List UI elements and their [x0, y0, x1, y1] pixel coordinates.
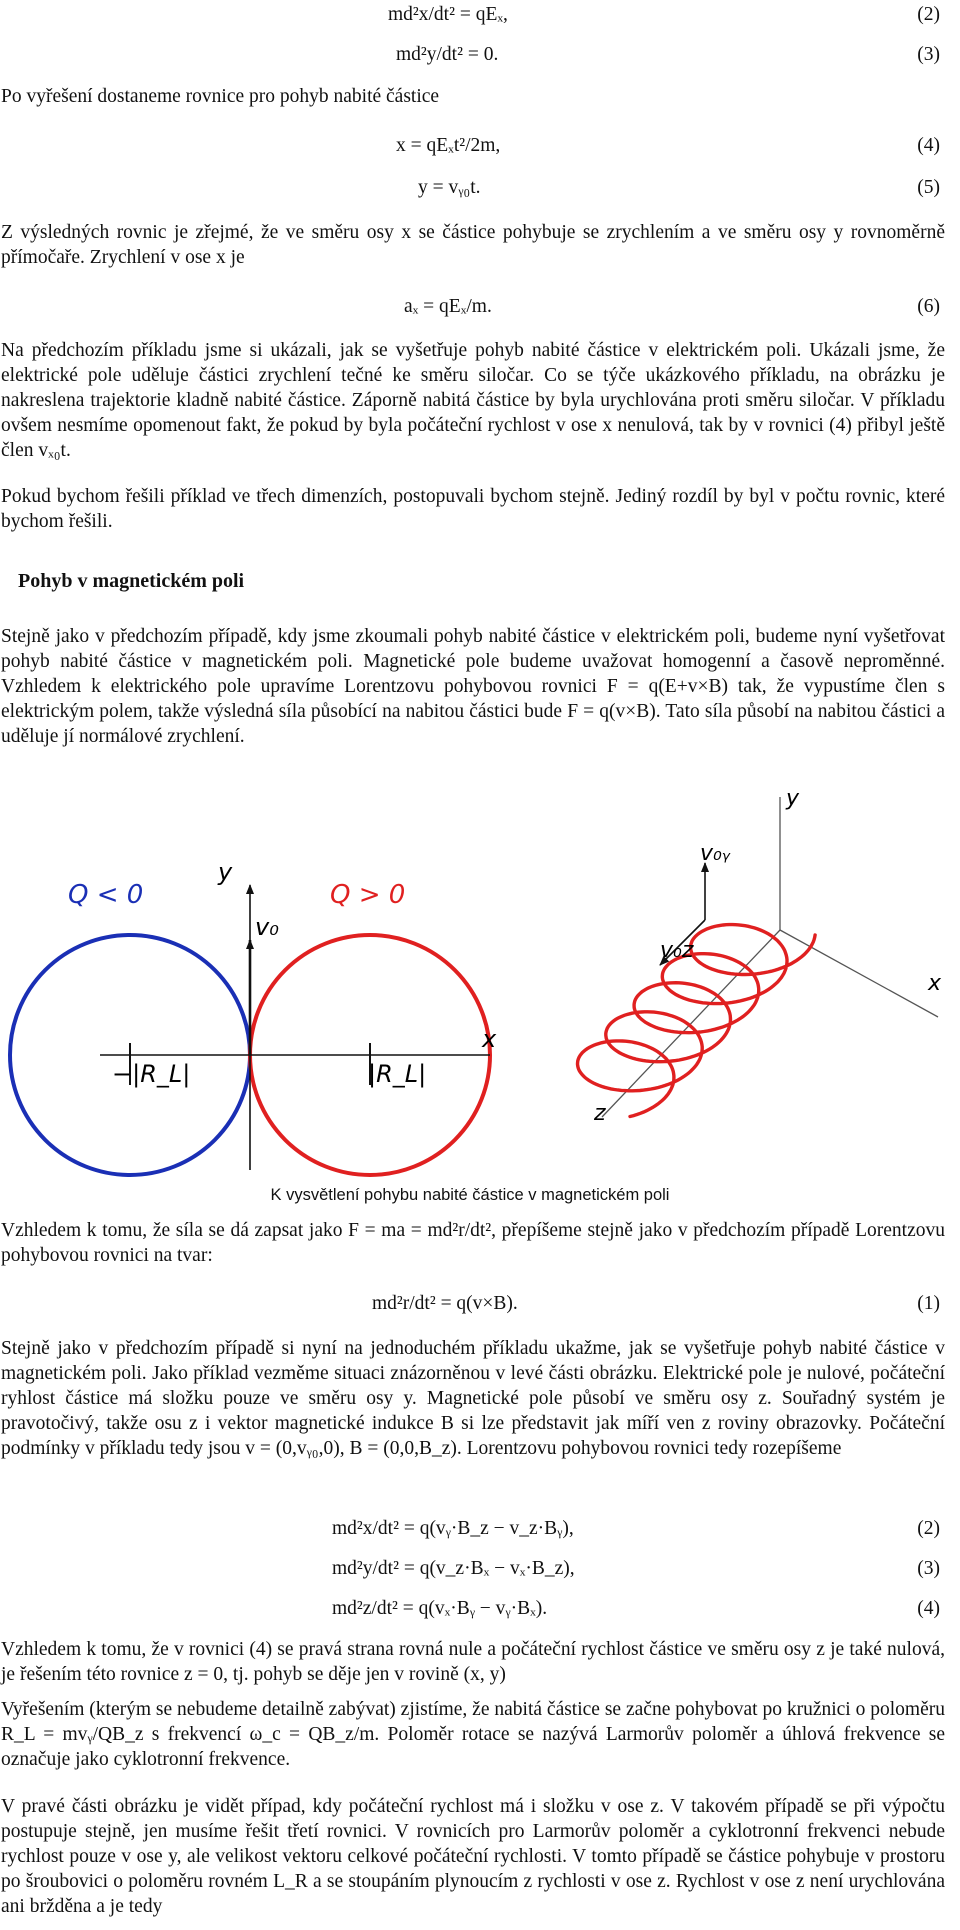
- axis-label-x-right: x: [928, 971, 942, 996]
- paragraph-magnetic-intro: Stejně jako v předchozím případě, kdy jsme zkoumali pohyb nabité částice v elektrickém poli, budeme nyní vyšetřovat pohyb nabité částice v magnetickém poli. Magnetické pole budeme uvažovat homogenní a časově neproměnné. Vzhledem k elektrického pole upravíme Lorentzovu pohybovou rovnici F = q(E+v×B) tak, že vypustíme člen s elektrickým polem, takže výsledná síla působící na nabitou částici bude F = q(v×B). Tato síla působí na nabitou částici a uděluje jí normálové zrychlení.: [1, 626, 945, 747]
- axis-label-y-left: y: [218, 858, 233, 886]
- label-radius-positive: |R_L|: [368, 1060, 427, 1088]
- equation-number: (2): [917, 4, 940, 25]
- equation-1-lorentz: md²r/dt² = q(v×B).: [372, 1293, 518, 1314]
- paragraph-helix: V pravé části obrázku je vidět případ, kdy počáteční rychlost má i složku v ose z. V takovém případě se při výpočtu postupuje stejně, jen musíme řešit třetí rovnici. V rovnicích pro Larmorův poloměr a cyklotronní frekvenci nebude rychlost pouze v ose y, ale velikost vektoru celkové počáteční rychlosti. V tomto případě se částice pohybuje v prostoru po šroubovici o poloměru rovném L_R a se stoupáním plynoucím z rychlosti v ose z. Rychlost v ose z není urychlována ani bržděna a je tedy: [1, 1796, 945, 1917]
- paragraph-force: Vzhledem k tomu, že síla se dá zapsat jako F = ma = md²r/dt², přepíšeme stejně jako v předchozím případě Lorentzovu pohybovou rovnici na tvar:: [1, 1220, 945, 1266]
- equation-3-top: md²y/dt² = 0.: [396, 44, 499, 65]
- equation-number: (4): [917, 135, 940, 156]
- equation-number: (1): [917, 1293, 940, 1314]
- figure-svg: [0, 785, 960, 1185]
- label-velocity-y: v₀ᵧ: [700, 841, 731, 866]
- equation-number: (6): [917, 296, 940, 317]
- equation-4-motion: x = qEₓt²/2m,: [396, 135, 501, 156]
- paragraph-larmor: Vyřešením (kterým se nebudeme detailně zabývat) zjistíme, že nabitá částice se začne pohybovat po kružnici o poloměru R_L = mvᵧ/QB_z s frekvencí ω_c = QB_z/m. Poloměr rotace se nazývá Larmorův poloměr a úhlová frekvence se označuje jako cyklotronní frekvence.: [1, 1699, 945, 1770]
- section-heading: Pohyb v magnetickém poli: [18, 570, 245, 592]
- x-axis-right: [780, 930, 938, 1017]
- equation-4-components: md²z/dt² = q(vₓ·Bᵧ − vᵧ·Bₓ).: [332, 1598, 548, 1619]
- figure-magnetic-motion: [0, 785, 960, 1185]
- equation-number: (4): [917, 1598, 940, 1619]
- left-diagram: [10, 858, 497, 1175]
- equation-number: (5): [917, 177, 940, 198]
- equation-number: (3): [917, 1558, 940, 1579]
- axis-label-x-left: x: [482, 1025, 497, 1053]
- axis-label-z-right: z: [594, 1101, 606, 1126]
- right-diagram: [578, 786, 943, 1126]
- equation-2-components: md²x/dt² = q(vᵧ·B_z − v_z·Bᵧ),: [332, 1518, 574, 1539]
- equation-3-components: md²y/dt² = q(v_z·Bₓ − vₓ·B_z),: [332, 1558, 575, 1579]
- equation-6-accel: aₓ = qEₓ/m.: [404, 296, 492, 317]
- equation-number: (3): [917, 44, 940, 65]
- paragraph-example: Stejně jako v předchozím případě si nyní na jednoduchém příkladu ukažme, jak se vyšetřuje pohyb nabité částice v magnetickém poli. Jako příklad vezměme situaci znázorněnou v levé části obrázku. Elektrické pole je nulové, počáteční ryhlost částice má složku pouze ve směru osy y. Magnetické pole působí ve směru osy z. Souřadný systém je pravotočivý, takže osu z i vektor magnetické indukce B si lze představit jak míří ven z roviny obrazovky. Počáteční podmínky v příkladu tedy jsou v = (0,vᵧ₀,0), B = (0,0,B_z). Lorentzovu pohybovou rovnici tedy rozepíšeme: [1, 1338, 945, 1459]
- label-q-positive: Q > 0: [330, 880, 406, 910]
- equation-5-motion: y = vᵧ₀t.: [418, 177, 481, 198]
- paragraph-3d: Pokud bychom řešili příklad ve třech dimenzích, postopuvali bychom stejně. Jediný rozdíl by byl v počtu rovnic, které bychom řešili.: [1, 486, 945, 532]
- paragraph-electric: Na předchozím příkladu jsme si ukázali, jak se vyšetřuje pohyb nabité částice v elektrickém poli. Ukázali jsme, že elektrické pole uděluje částici zrychlení tečné ke směru siločar. Co se týče ukázkového příkladu, na obrázku je nakreslena trajektorie kladně nabité částice. Záporně nabitá částice by byla urychlována proti směru siločar. V příkladu ovšem nesmíme opomenout fakt, že pokud by byla počáteční rychlost v ose x nenulová, tak by v rovnici (4) přibyl ještě člen vₓ₀t.: [1, 340, 945, 461]
- figure-caption: K vysvětlení pohybu nabité částice v magnetickém poli: [270, 1186, 670, 1204]
- paragraph-result: Z výsledných rovnic je zřejmé, že ve směru osy x se částice pohybuje se zrychlením a ve směru osy y rovnoměrně přímočaře. Zrychlení v ose x je: [1, 222, 945, 268]
- paragraph-solve: Po vyřešení dostaneme rovnice pro pohyb nabité částice: [1, 86, 440, 107]
- helix-trajectory: [578, 925, 816, 1117]
- label-velocity-z: v₀z: [660, 938, 694, 963]
- label-radius-negative: −|R_L|: [112, 1060, 191, 1088]
- equation-2-top: md²x/dt² = qEₓ,: [388, 4, 508, 25]
- label-velocity-left: v₀: [255, 913, 279, 941]
- paragraph-plane: Vzhledem k tomu, že v rovnici (4) se pravá strana rovná nule a počáteční rychlost částice ve směru osy z je také nulová, je řešením této rovnice z = 0, tj. pohyb se děje jen v rovině (x, y): [1, 1639, 945, 1685]
- label-q-negative: Q < 0: [68, 880, 144, 910]
- equation-number: (2): [917, 1518, 940, 1539]
- axis-label-y-right: y: [786, 786, 800, 811]
